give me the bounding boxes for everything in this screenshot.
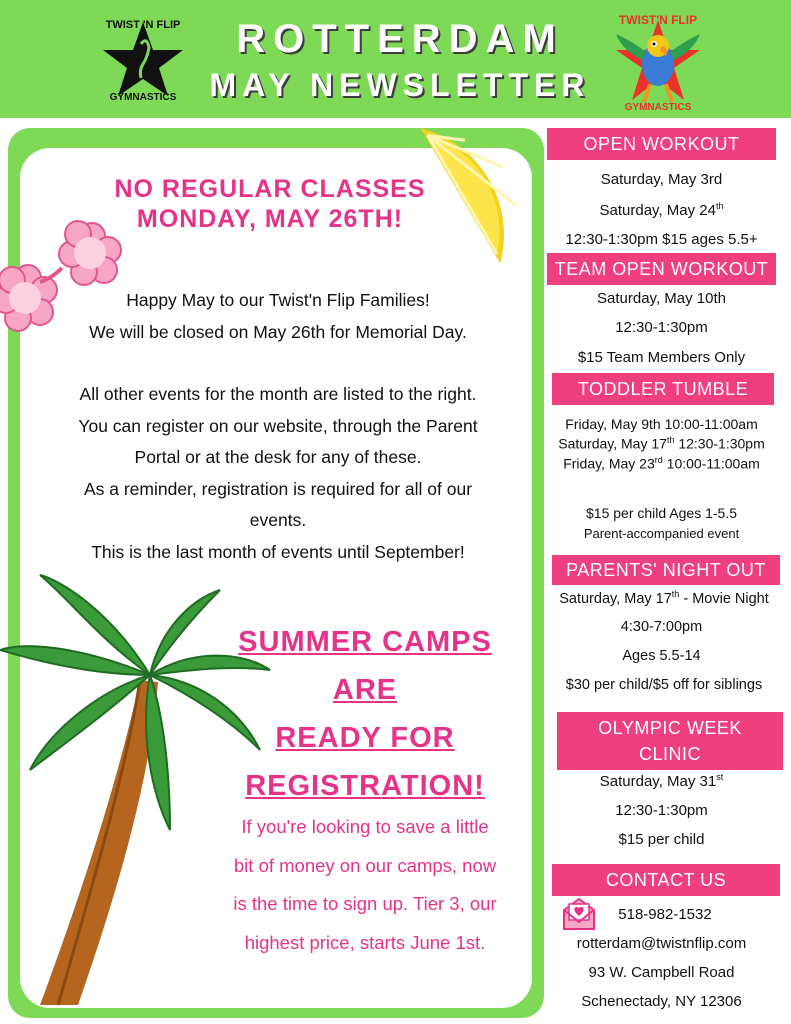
- title-line1: ROTTERDAM: [236, 17, 564, 61]
- toddler-tumble-line3: Friday, May 23rd 10:00-11:00am: [563, 455, 760, 472]
- camps-text-line: bit of money on our camps, now: [233, 854, 497, 876]
- mail-heart-icon: [561, 896, 597, 932]
- team-open-workout-title: TEAM OPEN WORKOUT: [547, 253, 776, 285]
- camps-heading-line3: READY FOR: [275, 722, 455, 754]
- body-line: events.: [249, 510, 307, 530]
- parents-night-out-line4: $30 per child/$5 off for siblings: [565, 677, 763, 693]
- toddler-tumble-title: TODDLER TUMBLE: [552, 373, 774, 405]
- open-workout-line3: 12:30-1:30pm $15 ages 5.5+: [565, 231, 758, 248]
- team-open-workout-line3: $15 Team Members Only: [577, 349, 746, 366]
- olympic-week-line1: Saturday, May 31st: [599, 772, 724, 790]
- summer-camps-text: [200, 808, 530, 962]
- parents-night-out-title: PARENTS' NIGHT OUT: [552, 555, 780, 585]
- twist-n-flip-parrot-logo: [598, 12, 718, 112]
- body-line: You can register on our website, through the Parent: [78, 415, 478, 436]
- parents-night-out-line3: Ages 5.5-14: [622, 648, 701, 664]
- newsletter-body: [28, 285, 528, 568]
- camps-heading-line4: REGISTRATION!: [245, 770, 485, 802]
- olympic-week-title-line1: OLYMPIC WEEK: [598, 718, 742, 738]
- logo-right-text-bottom: GYMNASTICS: [624, 102, 692, 112]
- logo-right-text-top: TWIST'N FLIP: [618, 13, 698, 27]
- parents-night-out-line1: Saturday, May 17th - Movie Night: [559, 589, 769, 607]
- camps-text-line: is the time to sign up. Tier 3, our: [233, 893, 497, 914]
- closed-heading-line1: NO REGULAR CLASSES: [114, 175, 426, 203]
- newsletter-title: [200, 16, 600, 108]
- camps-heading-line1: SUMMER CAMPS: [238, 626, 492, 658]
- parents-night-out-line2: 4:30-7:00pm: [620, 619, 703, 635]
- camps-heading-line2: ARE: [332, 674, 398, 706]
- body-line: Happy May to our Twist'n Flip Families!: [126, 290, 430, 310]
- contact-address-line2: Schenectady, NY 12306: [581, 993, 742, 1010]
- olympic-week-title-line2: CLINIC: [638, 744, 701, 764]
- contact-address-line1: 93 W. Campbell Road: [588, 964, 735, 981]
- toddler-tumble-line2: Saturday, May 17th 12:30-1:30pm: [558, 435, 765, 452]
- olympic-week-line2: 12:30-1:30pm: [615, 802, 708, 819]
- contact-email[interactable]: rotterdam@twistnflip.com: [576, 935, 747, 952]
- contact-phone[interactable]: 518-982-1532: [618, 906, 712, 923]
- body-line: We will be closed on May 26th for Memorial Day.: [89, 321, 467, 342]
- open-workout-line1: Saturday, May 3rd: [600, 171, 723, 188]
- team-open-workout-line1: Saturday, May 10th: [597, 290, 726, 307]
- toddler-tumble-note: Parent-accompanied event: [583, 526, 740, 541]
- camps-text-line: If you're looking to save a little: [241, 816, 489, 837]
- logo-left-text-top: TWIST 'N FLIP: [105, 19, 181, 31]
- logo-left-text-bottom: GYMNASTICS: [109, 92, 177, 103]
- camps-text-line: highest price, starts June 1st.: [244, 931, 486, 953]
- olympic-week-title: [557, 712, 783, 770]
- closed-heading-line2: MONDAY, MAY 26TH!: [136, 205, 404, 233]
- body-line: Portal or at the desk for any of these.: [134, 447, 422, 467]
- open-workout-line2: Saturday, May 24th: [599, 201, 724, 219]
- olympic-week-line3: $15 per child: [618, 831, 705, 848]
- team-open-workout-line2: 12:30-1:30pm: [615, 319, 708, 336]
- contact-us-title: CONTACT US: [552, 864, 780, 896]
- twist-n-flip-logo-left: [95, 14, 191, 104]
- title-line2: MAY NEWSLETTER: [209, 67, 591, 103]
- closed-notice-heading: [100, 174, 440, 234]
- summer-camps-heading: [215, 618, 515, 810]
- body-line: As a reminder, registration is required for all of our: [83, 478, 473, 499]
- toddler-tumble-price: $15 per child Ages 1-5.5: [586, 505, 737, 521]
- body-line: This is the last month of events until September!: [91, 541, 465, 562]
- body-line: All other events for the month are listed to the right.: [79, 384, 477, 404]
- open-workout-title: OPEN WORKOUT: [547, 128, 776, 160]
- toddler-tumble-line1: Friday, May 9th 10:00-11:00am: [565, 416, 758, 432]
